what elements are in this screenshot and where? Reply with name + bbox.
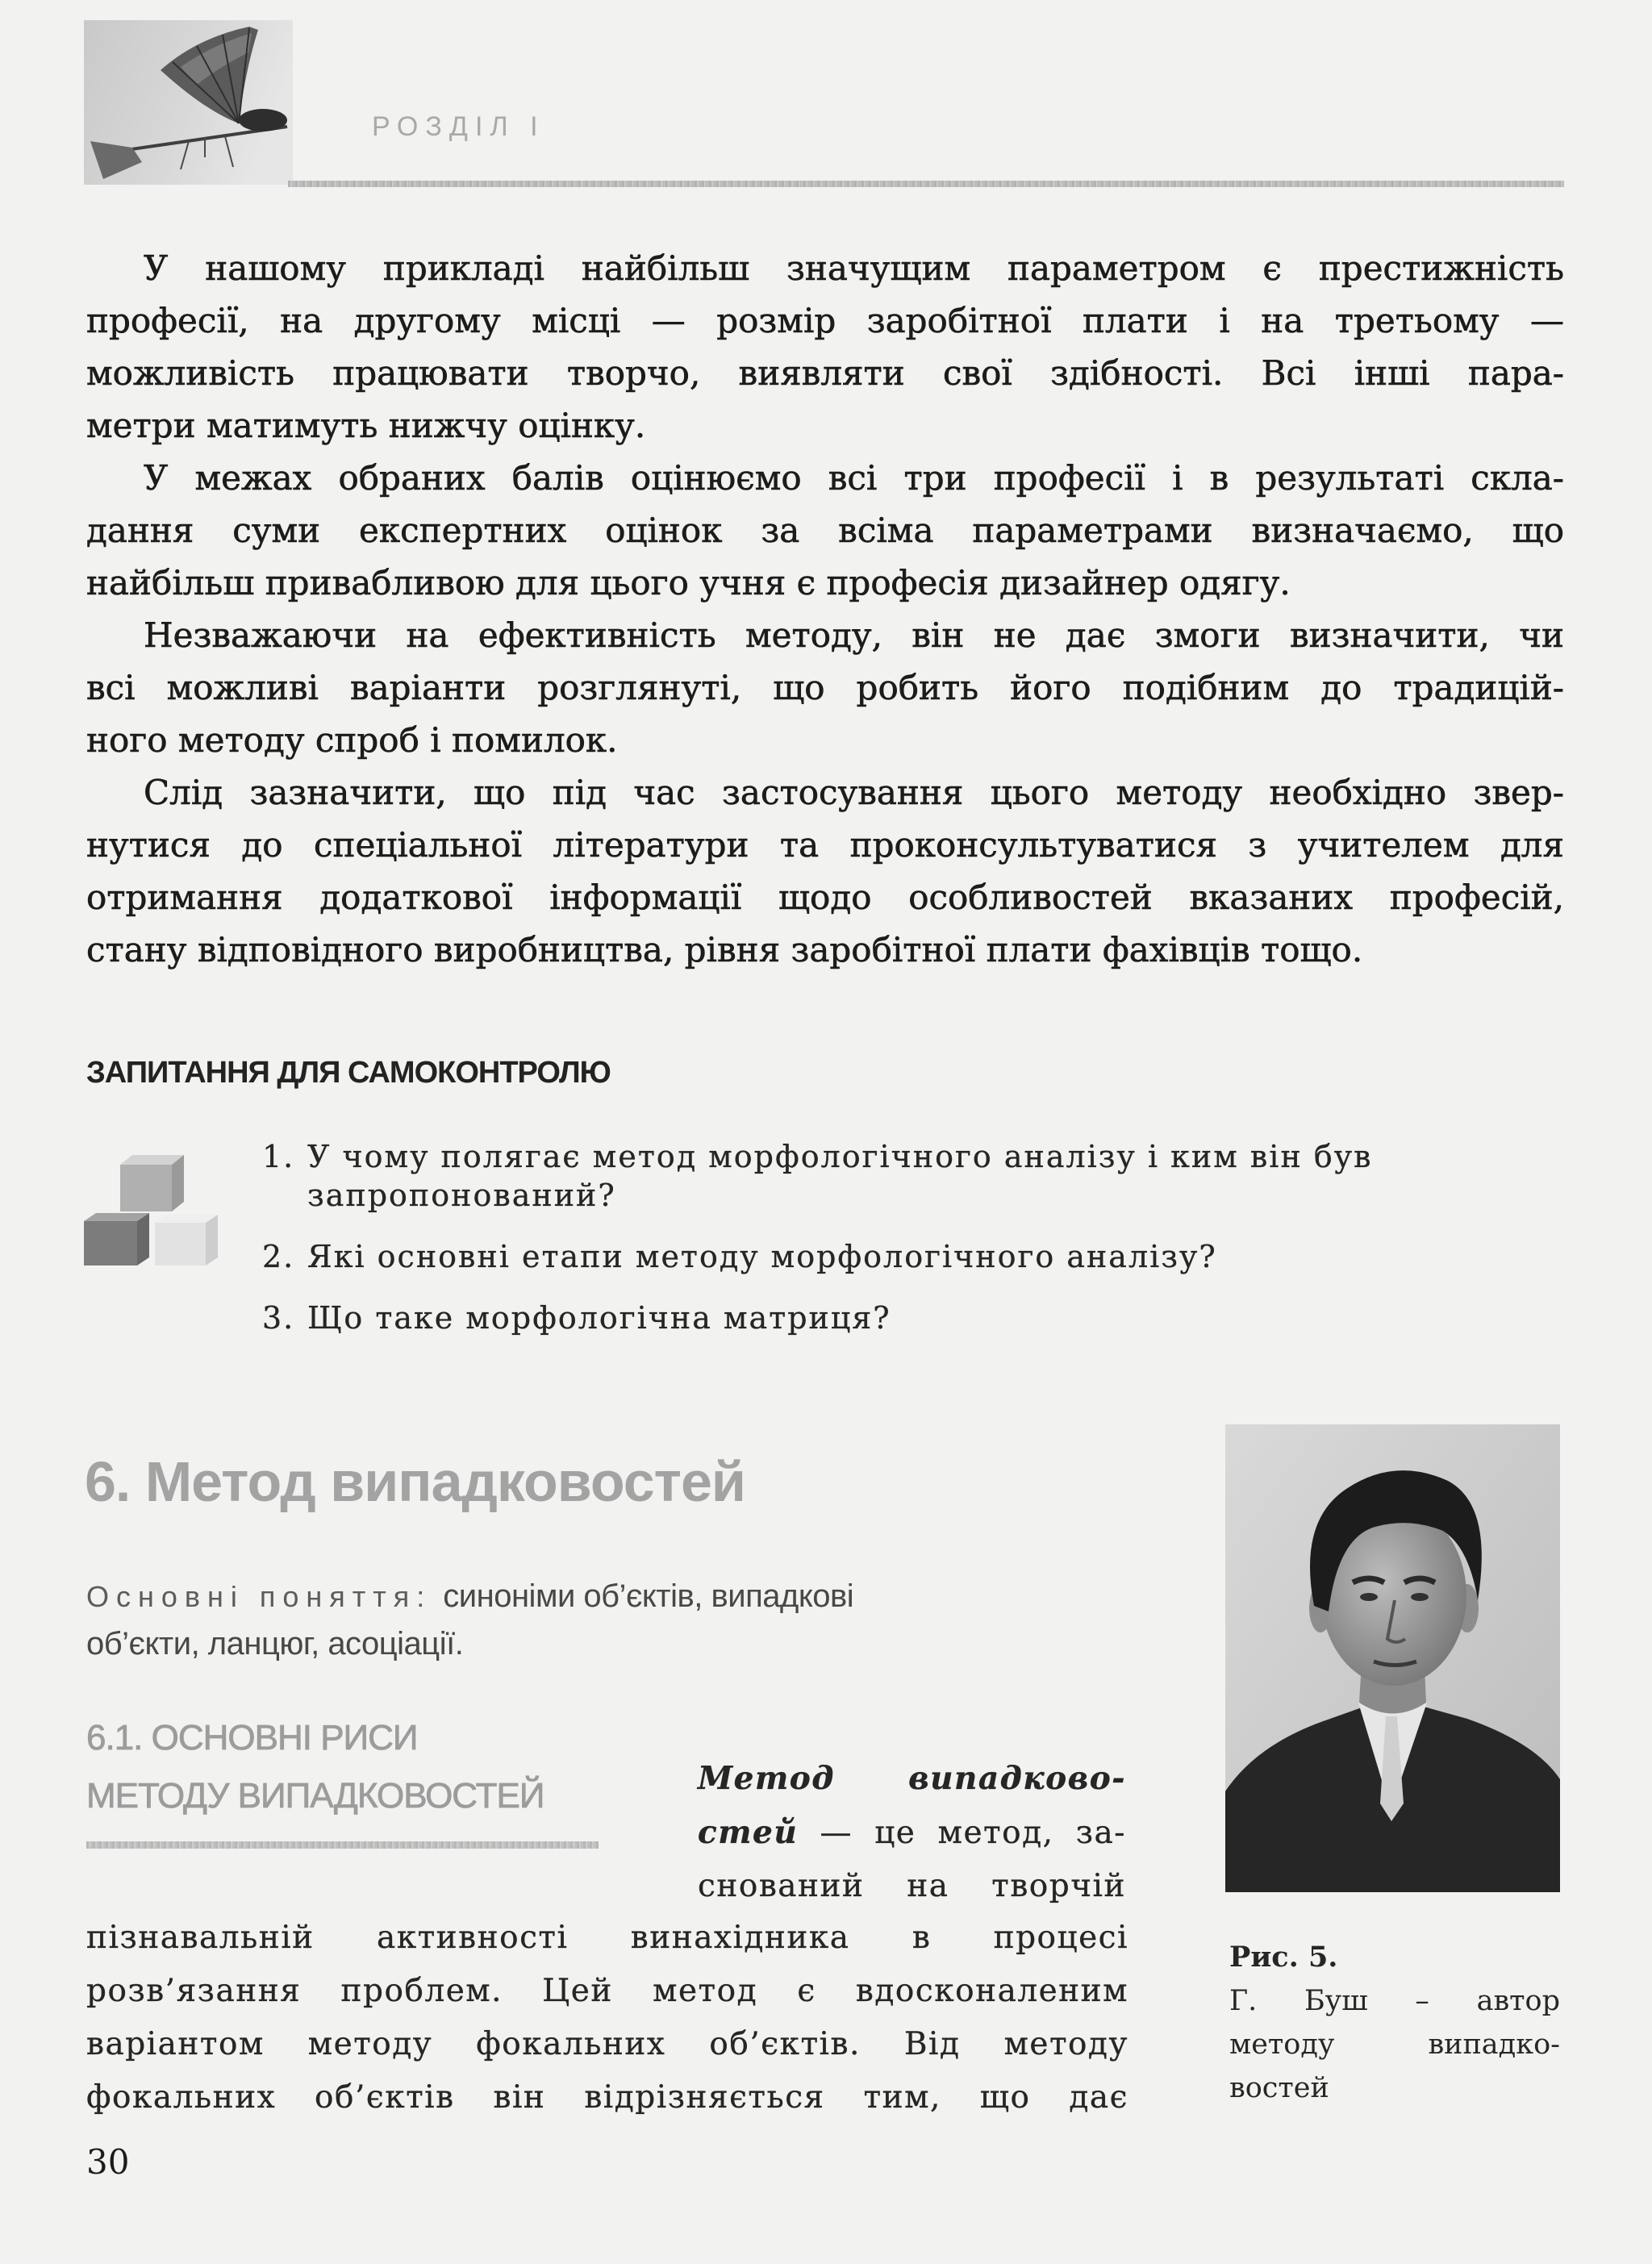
caption-line: востей [1229, 2072, 1329, 2104]
definition-term: Метод випадково- [698, 1760, 1126, 1797]
cube-bottom-right [155, 1215, 218, 1265]
definition-line: снований на творчій [698, 1868, 1126, 1904]
subsection-rule [86, 1841, 599, 1849]
cube-bottom-left [84, 1213, 149, 1265]
body-line: ного методу спроб і помилок. [86, 720, 618, 760]
body-line: отримання додаткової інформації щодо особливостей вказаних професій, [86, 878, 1564, 917]
figure-label: Рис. 5. [1229, 1941, 1338, 1974]
definition-wide [86, 1912, 1128, 2124]
definition-term: стей [698, 1814, 799, 1851]
concepts-line [86, 1573, 1135, 1620]
portrait-image [1225, 1424, 1560, 1892]
question-number: 2. [262, 1239, 295, 1274]
paragraph [86, 242, 1564, 452]
body-text [86, 242, 1564, 976]
question-list [262, 1137, 1521, 1337]
question-text [307, 1137, 1372, 1215]
question-line: запропонований? [307, 1178, 616, 1213]
definition-line [698, 1752, 1126, 1806]
body-line: нутися до спеціальної літератури та проконсультуватися з учителем для [86, 825, 1564, 865]
question-line: У чому полягає метод морфологічного аналізу і ким він був [307, 1139, 1373, 1174]
cube-top [120, 1155, 184, 1211]
caption-line: методу випадко- [1229, 2028, 1560, 2061]
author-photo [1225, 1424, 1560, 1892]
question-item [262, 1137, 1521, 1215]
section-label: РОЗДІЛ І [372, 111, 545, 142]
page-number: 30 [86, 2142, 130, 2182]
question-number: 3. [262, 1300, 295, 1336]
definition-line: фокальних об’єктів він відрізняється тим, що дає [86, 2079, 1128, 2116]
question-number: 1. [262, 1139, 295, 1174]
self-check-title: ЗАПИТАННЯ ДЛЯ САМОКОНТРОЛЮ [86, 1056, 611, 1090]
definition-line: варіантом методу фокальних об’єктів. Від методу [86, 2026, 1128, 2062]
body-line: можливість працювати творчо, виявляти свої здібності. Всі інші пара- [86, 353, 1564, 393]
question-line: Які основні етапи методу морфологічного аналізу? [307, 1239, 1217, 1274]
cubes-icon-graphic [84, 1153, 219, 1265]
subsection-title-line: 6.1. ОСНОВНІ РИСИ [86, 1718, 418, 1757]
caption-line: Г. Буш – автор [1229, 1985, 1560, 2017]
concepts-text: об’єкти, ланцюг, асоціації. [86, 1626, 464, 1662]
body-line: найбільш привабливою для цього учня є професія дизайнер одягу. [86, 563, 1291, 602]
glider-illustration [84, 20, 293, 185]
body-line: метри матимуть нижчу оцінку. [86, 406, 646, 445]
definition-line: пізнавальній активності винахідника в процесі [86, 1920, 1128, 1956]
question-line: Що таке морфологічна матриця? [307, 1300, 891, 1336]
question-text [307, 1299, 891, 1337]
subsection-title [86, 1709, 544, 1825]
key-concepts [86, 1573, 1135, 1668]
question-item [262, 1237, 1521, 1276]
body-line: У нашому прикладі найбільш значущим параметром є престижність [144, 248, 1564, 288]
question-item [262, 1299, 1521, 1337]
subsection-title-line: МЕТОДУ ВИПАДКОВОСТЕЙ [86, 1776, 544, 1816]
definition-line [698, 1806, 1126, 1860]
paragraph [86, 452, 1564, 609]
paragraph [86, 766, 1564, 976]
concepts-label: Основні поняття: [86, 1580, 432, 1613]
figure-caption [1229, 1936, 1560, 2110]
header-rule [288, 181, 1564, 187]
concepts-text: синоніми об’єктів, випадкові [443, 1578, 854, 1614]
body-line: всі можливі варіанти розглянуті, що робить його подібним до традицій- [86, 668, 1564, 707]
body-line: У межах обраних балів оцінюємо всі три професії і в результаті скла- [144, 458, 1564, 498]
definition-line: розв’язання проблем. Цей метод є вдосконаленим [86, 1973, 1128, 2009]
body-line: Слід зазначити, що під час застосування цього методу необхідно звер- [144, 773, 1564, 812]
section-title: 6. Метод випадковостей [85, 1450, 745, 1513]
question-text [307, 1237, 1217, 1276]
definition-text: — це метод, за- [820, 1815, 1126, 1851]
body-line: стану відповідного виробництва, рівня заробітної плати фахівців тощо. [86, 930, 1363, 969]
cubes-icon [84, 1153, 219, 1265]
body-line: професії, на другому місці — розмір заробітної плати і на третьому — [86, 301, 1564, 340]
body-line: Незважаючи на ефективність методу, він не дає змоги визначити, чи [144, 615, 1564, 655]
paragraph [86, 609, 1564, 766]
glider-icon [84, 20, 293, 185]
body-line: дання суми експертних оцінок за всіма параметрами визначаємо, що [86, 511, 1564, 550]
definition-narrow [698, 1752, 1126, 1913]
